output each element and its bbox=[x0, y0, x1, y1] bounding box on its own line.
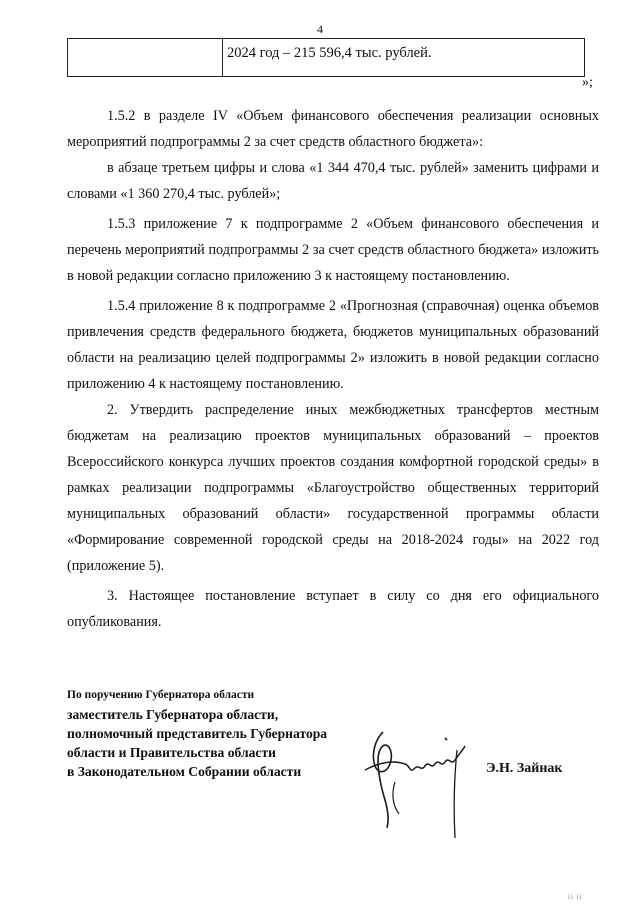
signature-line-3: полномочный представитель Губернатора bbox=[67, 726, 328, 741]
budget-table bbox=[67, 38, 585, 77]
signature-line-4: области и Правительства области bbox=[67, 745, 276, 760]
paragraph-2: 2. Утвердить распределение иных межбюджетных трансфертов местным бюджетам на реализацию проектов муниципальных образований – проектов Всероссийского конкурса лучших проектов создания комфортной городской среды» в рамках реализации подпрограммы «Благоустройство общественных территорий муниципальных образований области» государственной программы области «Формирование современной городской среды на 2018-2024 годы» на 2022 год (приложение 5). bbox=[67, 402, 599, 574]
signature-line-2: заместитель Губернатора области, bbox=[67, 707, 279, 722]
paragraph-1-5-3: 1.5.3 приложение 7 к подпрограмме 2 «Объем финансового обеспечения и перечень мероприятий подпрограммы 2 за счет средств областного бюджета» изложить в новой редакции согласно приложению 3 к настоящему постановлению. bbox=[67, 216, 599, 284]
signatory-name: Э.Н. Зайнак bbox=[486, 761, 563, 776]
closing-quote: »; bbox=[582, 75, 593, 90]
signature-title-block bbox=[67, 686, 327, 781]
table-row bbox=[68, 39, 585, 77]
signature-line-1: По поручению Губернатора области bbox=[67, 689, 255, 701]
table-cell-empty bbox=[68, 39, 223, 77]
paragraph-1-5-4: 1.5.4 приложение 8 к подпрограмме 2 «Прогнозная (справочная) оценка объемов привлечения средств федерального бюджета, бюджетов муниципальных образований области на реализацию целей подпрограммы 2» изложить в новой редакции согласно приложению 4 к настоящему постановлению. bbox=[67, 298, 599, 392]
paragraph-3: 3. Настоящее постановление вступает в силу со дня его официального опубликования. bbox=[67, 588, 599, 630]
document-body bbox=[67, 103, 599, 635]
footer-mark: ii ii bbox=[568, 893, 583, 901]
handwritten-signature bbox=[345, 710, 475, 840]
page-number: 4 bbox=[317, 22, 323, 36]
table-cell-budget-2024: 2024 год – 215 596,4 тыс. рублей. bbox=[223, 39, 585, 77]
paragraph-abzac: в абзаце третьем цифры и слова «1 344 470,4 тыс. рублей» заменить цифрами и словами «1 360 270,4 тыс. рублей»; bbox=[67, 160, 599, 202]
paragraph-1-5-2: 1.5.2 в разделе IV «Объем финансового обеспечения реализации основных мероприятий подпрограммы 2 за счет средств областного бюджета»: bbox=[67, 108, 599, 150]
signature-line-5: в Законодательном Собрании области bbox=[67, 764, 302, 779]
